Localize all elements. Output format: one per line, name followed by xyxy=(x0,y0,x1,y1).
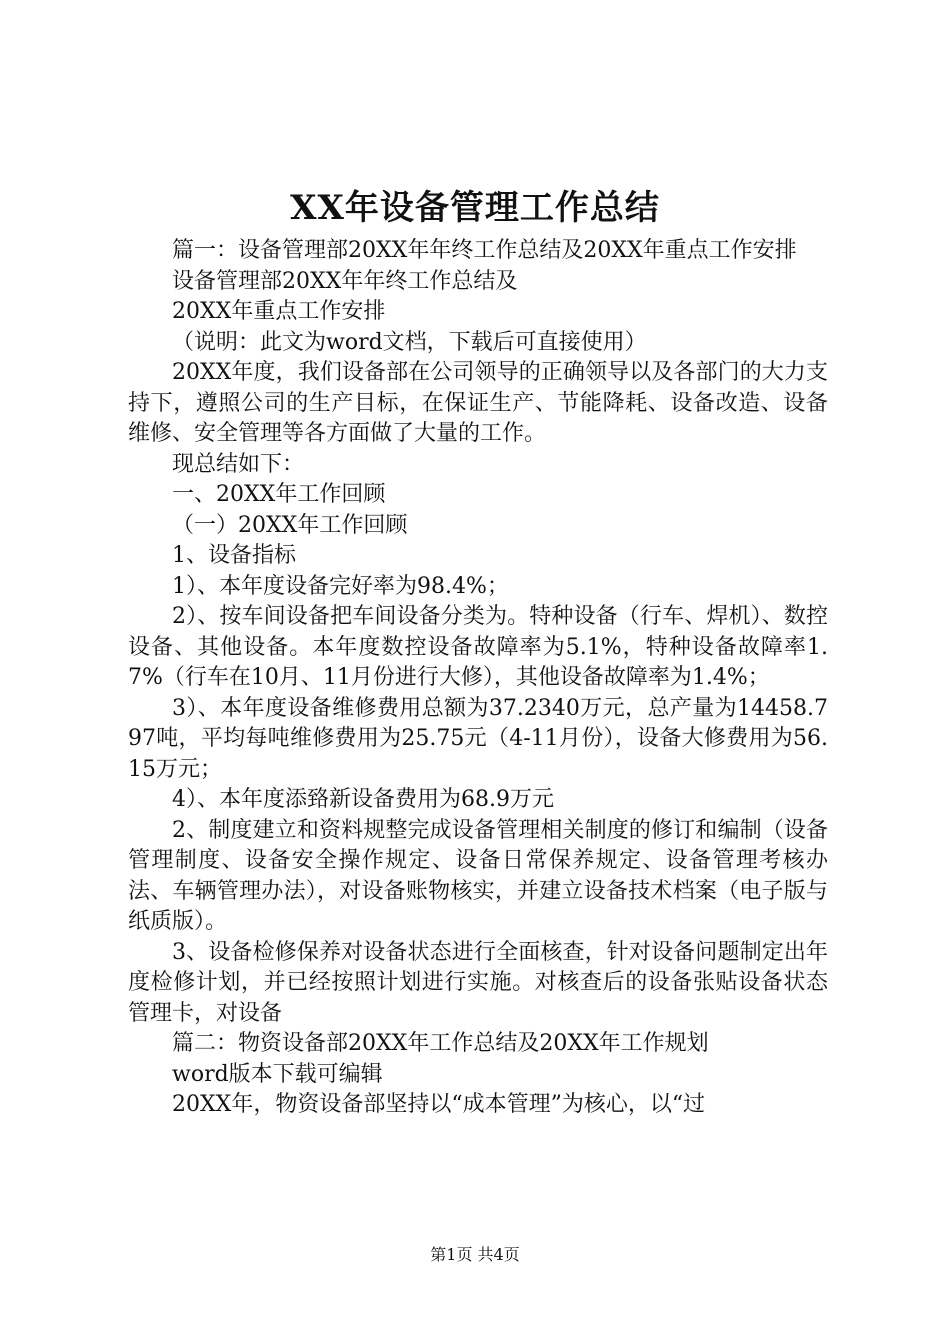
paragraph: 4）、本年度添臵新设备费用为68.9万元 xyxy=(172,787,554,812)
document-body xyxy=(128,236,828,1121)
paragraph: word版本下载可编辑 xyxy=(172,1061,383,1087)
paragraph: 2）、按车间设备把车间设备分类为。特种设备（行车、焊机）、数控设备、其他设备。本年度数控设备故障率为5.1%，特种设备故障率1.7%（行车在10月、11月份进行大修），其他设备故障率为1.4%； xyxy=(128,604,828,690)
paragraph: 篇二：物资设备部20XX年工作总结及20XX年工作规划 xyxy=(172,1031,709,1056)
paragraph: 篇一：设备管理部20XX年年终工作总结及20XX年重点工作安排 xyxy=(172,238,797,263)
paragraph: 1）、本年度设备完好率为98.4%； xyxy=(172,573,509,599)
page-footer: 第1页 共4页 xyxy=(430,1245,520,1264)
paragraph: （说明：此文为word文档，下载后可直接使用） xyxy=(172,329,647,355)
paragraph: （一）20XX年工作回顾 xyxy=(172,512,408,538)
paragraph: 现总结如下： xyxy=(172,451,305,477)
paragraph: 20XX年重点工作安排 xyxy=(172,299,386,324)
paragraph: 一、20XX年工作回顾 xyxy=(172,482,386,507)
paragraph: 3）、本年度设备维修费用总额为37.2340万元，总产量为14458.797吨，平均每吨维修费用为25.75元（4-11月份），设备大修费用为56.15万元； xyxy=(128,695,828,782)
paragraph: 3、设备检修保养对设备状态进行全面核查，针对设备问题制定出年度检修计划，并已经按照计划进行实施。对核查后的设备张贴设备状态管理卡，对设备 xyxy=(128,939,828,1026)
paragraph: 1、设备指标 xyxy=(172,543,296,568)
document-title: XX年设备管理工作总结 xyxy=(290,188,660,228)
paragraph: 设备管理部20XX年年终工作总结及 xyxy=(172,268,518,294)
paragraph: 20XX年，物资设备部坚持以“成本管理”为核心，以“过 xyxy=(172,1092,706,1117)
paragraph: 20XX年度，我们设备部在公司领导的正确领导以及各部门的大力支持下，遵照公司的生产目标，在保证生产、节能降耗、设备改造、设备维修、安全管理等各方面做了大量的工作。 xyxy=(128,360,828,446)
paragraph: 2、制度建立和资料规整完成设备管理相关制度的修订和编制（设备管理制度、设备安全操作规定、设备日常保养规定、设备管理考核办法、车辆管理办法），对设备账物核实，并建立设备技术档案（电子版与纸质版）。 xyxy=(128,817,828,934)
